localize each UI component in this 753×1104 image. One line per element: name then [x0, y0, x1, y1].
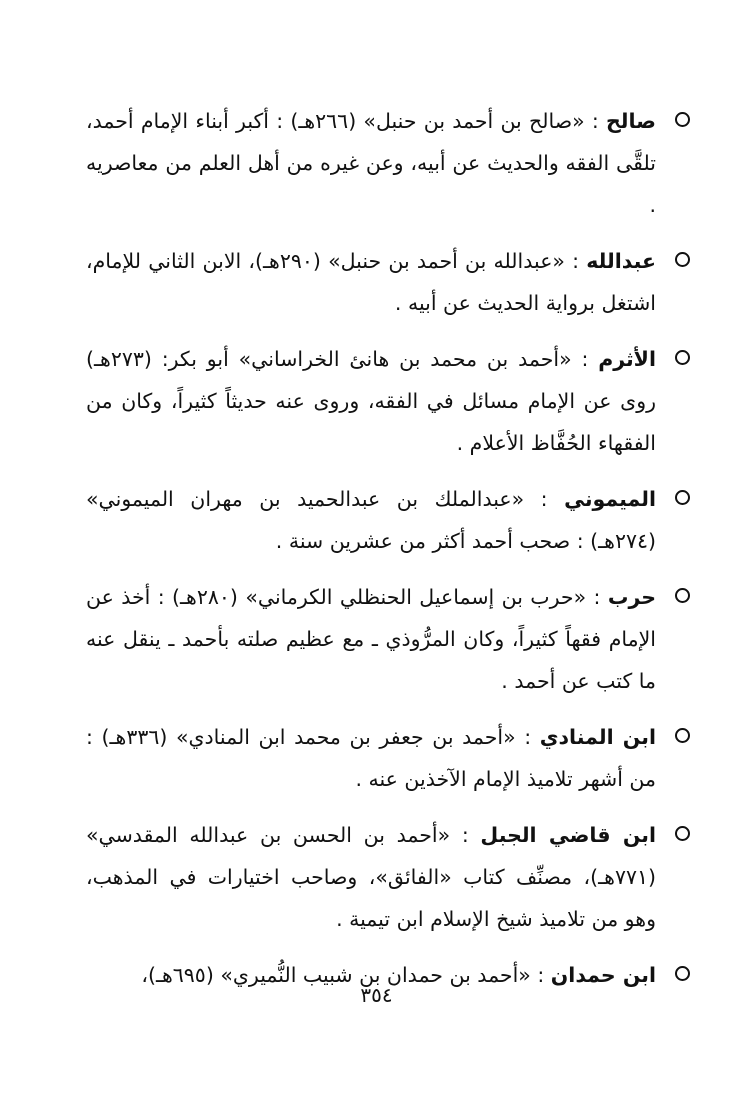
- list-item: [86, 814, 656, 940]
- entry-name: عبدالله: [586, 249, 656, 273]
- circle-bullet-icon: [675, 588, 690, 603]
- entry-name: ابن قاضي الجبل: [480, 823, 657, 847]
- entry-text: : «عبدالله بن أحمد بن حنبل» (٢٩٠هـ)، الابن الثاني للإمام، اشتغل برواية الحديث عن أبيه .: [86, 249, 656, 315]
- circle-bullet-icon: [675, 252, 690, 267]
- entry-text: : «أحمد بن جعفر بن محمد ابن المنادي» (٣٣٦هـ) : من أشهر تلاميذ الإمام الآخذين عنه .: [86, 725, 656, 791]
- circle-bullet-icon: [675, 728, 690, 743]
- circle-bullet-icon: [675, 966, 690, 981]
- circle-bullet-icon: [675, 112, 690, 127]
- entry-name: ابن المنادي: [539, 725, 656, 749]
- circle-bullet-icon: [675, 826, 690, 841]
- list-item: [86, 716, 656, 800]
- list-item: [86, 478, 656, 562]
- list-item: [86, 338, 656, 464]
- entry-name: الأثرم: [598, 347, 656, 371]
- entry-text: : «عبدالملك بن عبدالحميد بن مهران الميموني» (٢٧٤هـ) : صحب أحمد أكثر من عشرين سنة .: [86, 487, 656, 553]
- page-number: ٣٥٤: [360, 983, 393, 1007]
- entry-text: : «صالح بن أحمد بن حنبل» (٢٦٦هـ) : أكبر أبناء الإمام أحمد، تلقَّى الفقه والحديث عن أبيه، وعن غيره من أهل العلم من معاصريه .: [86, 109, 656, 217]
- circle-bullet-icon: [675, 490, 690, 505]
- entry-name: الميموني: [564, 487, 656, 511]
- entry-name: ابن حمدان: [550, 963, 656, 987]
- entry-text: : «أحمد بن الحسن بن عبدالله المقدسي» (٧٧١هـ)، مصنِّف كتاب «الفائق»، وصاحب اختيارات في المذهب، وهو من تلاميذ شيخ الإسلام ابن تيمية .: [86, 823, 656, 931]
- entry-name: صالح: [606, 109, 656, 133]
- entry-name: حرب: [607, 585, 656, 609]
- entries-list: [86, 100, 656, 1010]
- list-item: [86, 576, 656, 702]
- list-item: [86, 100, 656, 226]
- list-item: [86, 240, 656, 324]
- entry-text: : «أحمد بن حمدان بن شبيب النُّميري» (٦٩٥هـ)،: [141, 963, 545, 987]
- circle-bullet-icon: [675, 350, 690, 365]
- entry-text: : «حرب بن إسماعيل الحنظلي الكرماني» (٢٨٠هـ) : أخذ عن الإمام فقهاً كثيراً، وكان المرُّوذي ـ مع عظيم صلته بأحمد ـ ينقل عنه ما كتب عن أحمد .: [86, 585, 656, 693]
- entry-text: : «أحمد بن محمد بن هانئ الخراساني» أبو بكر: (٢٧٣هـ) روى عن الإمام مسائل في الفقه، وروى عنه حديثاً كثيراً، وكان من الفقهاء الحُفَّاظ الأعلام .: [86, 347, 656, 455]
